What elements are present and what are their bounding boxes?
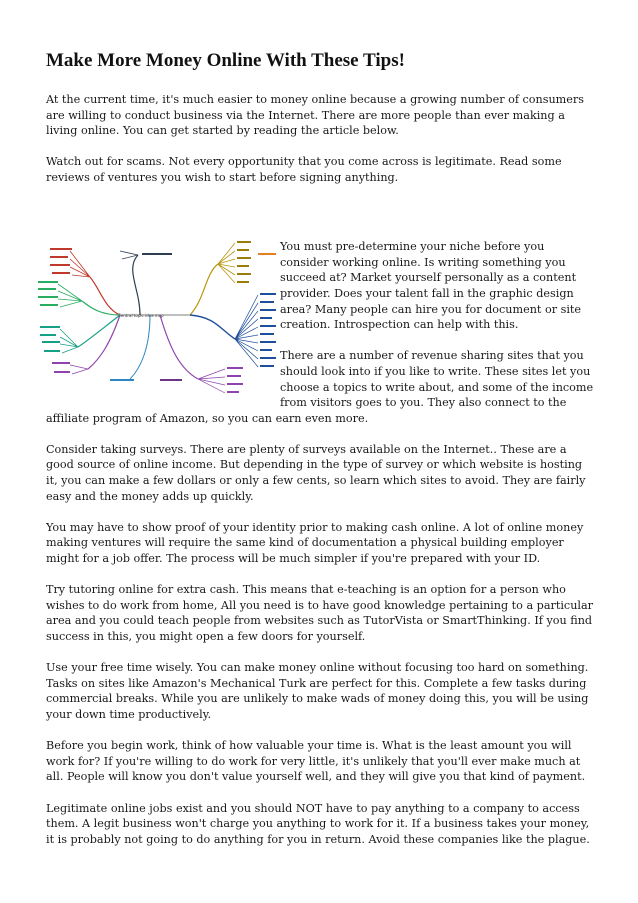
paragraph-scams: Watch out for scams. Not every opportunity that you come across is legitimate. Read some reviews of ventures you wish to start before signing anything.: [46, 155, 562, 184]
paragraph-time-value: Before you begin work, think of how valuable your time is. What is the least amount you will work for? If you're willing to do work for very little, it's unlikely that you'll ever make much at all. People will know you don't value yourself well, and they will give you that kind of payment.: [46, 739, 586, 784]
paragraph-niche: You must pre-determine your niche before you consider working online. Is writing something you succeed at? Market yourself personally as a content provider. Does your talent fall in the graphic design area? Many people can hire you for document or site creation. Introspection can help with this.: [280, 240, 582, 332]
paragraph-identity: You may have to show proof of your identity prior to making cash online. A lot of online money making ventures will require the same kind of documentation a physical building employer might for a job offer. The process will be much simpler if you're prepared with your ID.: [46, 520, 584, 566]
paragraph-legitimate-jobs: Legitimate online jobs exist and you should NOT have to pay anything to a company to access them. A legit business won't charge you anything to work for it. If a business takes your money, it is probably not going to do anything for you in return. Avoid these companies like the plague.: [46, 801, 590, 846]
paragraph-revenue-sharing: There are a number of revenue sharing sites that you should look into if you like to write. These sites let you choose a topics to write about, and some of the income from visitors goes to you. They also connect to the affiliate program of Amazon, so you can earn even more.: [46, 349, 594, 425]
paragraph-free-time: Use your free time wisely. You can make money online without focusing too hard on something. Tasks on sites like Amazon's Mechanical Turk are perfect for this. Complete a few tasks during commercial breaks. While you are unlikely to make wads of money doing this, you will be using your down time productively.: [46, 661, 589, 721]
paragraph-tutoring: Try tutoring online for extra cash. This means that e-teaching is an option for a person who wishes to do work from home, All you need is to have good knowledge pertaining to a particular area and you could teach people from websites such as TutorVista or SmartThinking. If you find success in this, you might open a few doors for yourself.: [46, 583, 593, 643]
mind-map-image: [30, 229, 280, 401]
svg-text:Central topic idea map: Central topic idea map: [118, 313, 164, 319]
page-title: Make More Money Online With These Tips!: [46, 50, 405, 71]
document-page: [46, 50, 596, 863]
paragraph-surveys: Consider taking surveys. There are plenty of surveys available on the Internet.. These are a good source of online income. But depending in the type of survey or which website is hosting it, you can make a few dollars or only a few cents, so learn which sites to avoid. They are fairly easy and the money adds up quickly.: [46, 442, 586, 503]
paragraph-intro: At the current time, it's much easier to money online because a growing number of consumers are willing to conduct business via the Internet. There are more people than ever making a living online. You can get started by reading the article below.: [46, 93, 585, 138]
